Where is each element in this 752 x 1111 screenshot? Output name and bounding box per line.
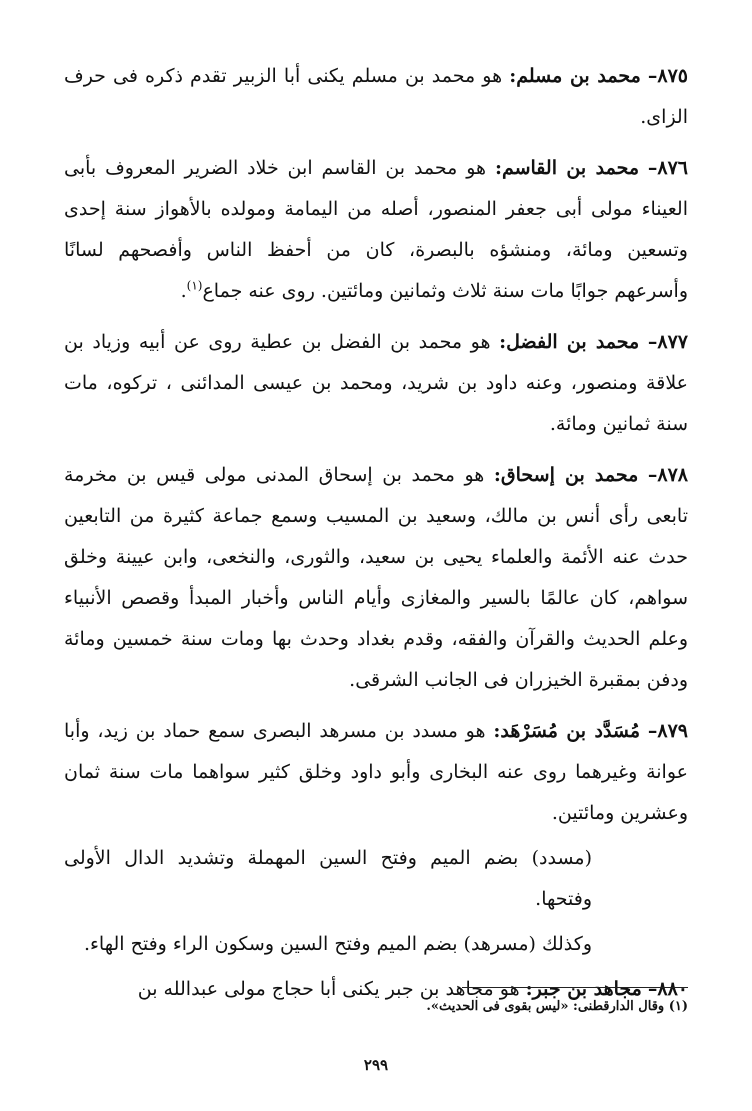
main-text [64,56,688,1020]
entry-text: هو محمد بن مسلم يكنى أبا الزبير تقدم ذكره فى حرف الزاى. [64,65,688,128]
entry-name: محمد بن إسحاق: [493,464,639,486]
entry-name: مجاهد بن جبر: [525,978,642,1000]
entry-name: محمد بن القاسم: [494,157,640,179]
note-musarhad: وكذلك (مسرهد) بضم الميم وفتح السين وسكون الراء وفتح الهاء. [83,933,592,955]
page-number: ٢٩٩ [363,1056,389,1074]
entry-text: هو محمد بن الفضل بن عطية روى عن أبيه وزياد بن علاقة ومنصور، وعنه داود بن شريد، ومحمد بن عيسى المدائنى ، تركوه، مات سنة ثمانين ومائة. [64,331,688,435]
note-musaddad: (مسدد) بضم الميم وفتح السين المهملة وتشديد الدال الأولى وفتحها. [64,847,592,910]
entry-number: ٨٧٩– [647,720,688,742]
entry-number: ٨٧٦– [647,157,689,179]
entry-text: هو محمد بن إسحاق المدنى مولى قيس بن مخرمة تابعى رأى أنس بن مالك، وسعيد بن المسيب وسمع جماعة كثيرة من التابعين حدث عنه الأئمة والعلماء يحيى بن سعيد، والثورى، والنخعى، وابن عيينة وخلق سواهم، كان عالمًا بالسير والمغازى وأيام الناس وأخبار المبدأ وقصص الأنبياء وعلم الحديث والقرآن والفقه، وقدم بغداد وحدث بها ومات سنة خمسين ومائة ودفن بمقبرة الخيزران فى الجانب الشرقى. [64,464,688,691]
entry-number: ٨٧٧– [647,331,688,353]
entry-name: مُسَدَّد بن مُسَرْهَد: [493,720,641,742]
footnote: (١) وقال الدارقطنى: «ليس بقوى فى الحديث». [426,999,688,1014]
entry-875 [64,56,688,138]
footnote-divider [462,987,688,988]
entry-name: محمد بن مسلم: [509,65,641,87]
entry-text: هو مجاهد بن جبر يكنى أبا حجاج مولى عبدالله بن [137,978,520,1000]
entry-876 [64,148,688,312]
entry-name: محمد بن الفضل: [499,331,640,353]
entry-number: ٨٨٠– [647,978,688,1000]
entry-number: ٨٧٨– [647,464,688,486]
entry-879 [64,711,688,834]
entry-878 [64,455,688,701]
entry-text: هو مسدد بن مسرهد البصرى سمع حماد بن زيد، وأبا عوانة وغيرهما روى عنه البخارى وأبو داود وخلق كثير سواهما مات سنة ثمان وعشرين ومائتين. [64,720,688,824]
entry-877 [64,322,688,445]
entry-number: ٨٧٥– [647,65,688,87]
footnote-reference[interactable]: (١) [186,278,203,293]
entry-text-end: . [180,280,187,302]
entry-text: هو محمد بن القاسم ابن خلاد الضرير المعروف بأبى العيناء مولى أبى جعفر المنصور، أصله من اليمامة ومولده بالأهواز سنة إحدى وتسعين ومائة، ومنشؤه بالبصرة، كان من أحفظ الناس وأفصحهم لسانًا وأسرعهم جوابًا مات سنة ثلاث وثمانين ومائتين. روى عنه جماع [64,157,688,302]
